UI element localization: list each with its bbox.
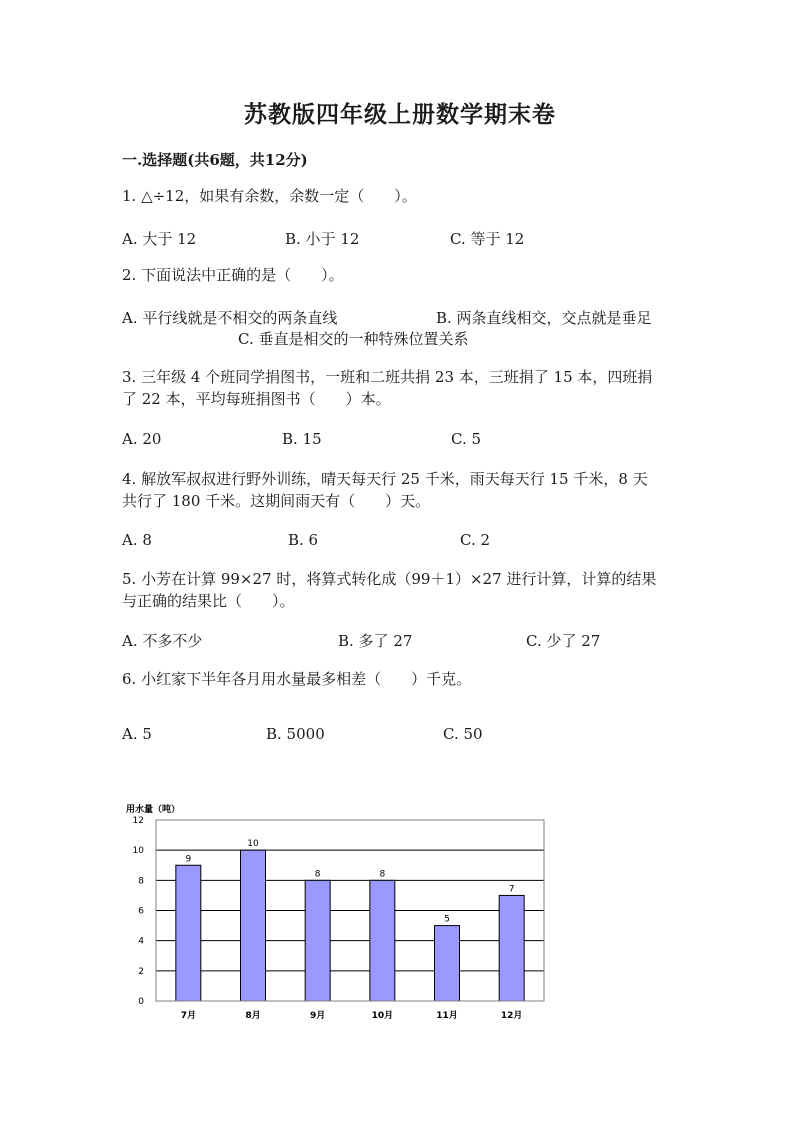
y-tick-label: 4 [138, 936, 144, 947]
x-tick-label: 7月 [180, 1011, 196, 1021]
bar-data-label: 5 [444, 914, 450, 925]
chart-grid [156, 850, 544, 971]
q3-option-b: B. 15 [282, 430, 322, 448]
question-5 [122, 568, 682, 612]
question-4-line-2: 共行了 180 千米。这期间雨天有（ ）天。 [122, 492, 431, 510]
bar [241, 850, 266, 1001]
bar-data-label: 10 [247, 839, 259, 850]
question-4 [122, 468, 682, 512]
x-tick-label: 11月 [436, 1011, 458, 1021]
section-heading: 一.选择题(共6题，共12分) [122, 151, 308, 169]
q2-option-b: B. 两条直线相交，交点就是垂足 [436, 309, 652, 327]
question-1: 1. △÷12，如果有余数，余数一定（ ）。 [122, 187, 417, 205]
q4-option-c: C. 2 [460, 531, 491, 549]
q5-option-c: C. 少了 27 [526, 632, 601, 650]
bar [305, 880, 330, 1001]
q6-option-a: A. 5 [122, 725, 152, 743]
page-title: 苏教版四年级上册数学期末卷 [244, 101, 556, 128]
x-tick-label: 10月 [371, 1011, 394, 1021]
question-4-line-1: 4. 解放军叔叔进行野外训练，晴天每天行 25 千米，雨天每天行 15 千米，8 天 [122, 470, 648, 488]
q4-option-b: B. 6 [288, 531, 319, 549]
q1-option-b: B. 小于 12 [285, 230, 360, 248]
y-tick-label: 8 [138, 876, 144, 887]
q2-option-c: C. 垂直是相交的一种特殊位置关系 [238, 330, 469, 348]
y-tick-label: 10 [132, 846, 144, 857]
bar [499, 895, 524, 1001]
question-6: 6. 小红家下半年各月用水量最多相差（ ）千克。 [122, 670, 472, 688]
bar-data-label: 7 [508, 884, 515, 895]
water-usage-bar-chart [120, 800, 560, 1030]
chart-y-ticks [133, 816, 145, 1007]
y-tick-label: 0 [138, 997, 144, 1007]
x-tick-label: 9月 [310, 1011, 326, 1021]
q6-option-b: B. 5000 [266, 725, 325, 743]
q5-option-a: A. 不多不少 [122, 632, 203, 650]
question-3-line-2: 了 22 本，平均每班捐图书（ ）本。 [122, 390, 391, 408]
y-tick-label: 12 [132, 816, 144, 826]
bar [435, 926, 460, 1001]
q1-option-c: C. 等于 12 [450, 230, 525, 248]
question-3 [122, 366, 682, 410]
bar-data-label: 9 [185, 854, 192, 865]
bar-data-label: 8 [379, 869, 386, 880]
question-3-line-1: 3. 三年级 4 个班同学捐图书，一班和二班共捐 23 本，三班捐了 15 本，四班捐 [122, 368, 653, 386]
x-tick-label: 12月 [500, 1011, 523, 1021]
question-5-line-2: 与正确的结果比（ ）。 [122, 592, 295, 610]
bar [176, 865, 201, 1001]
q5-option-b: B. 多了 27 [338, 632, 413, 650]
q1-option-a: A. 大于 12 [122, 230, 197, 248]
question-2: 2. 下面说法中正确的是（ ）。 [122, 266, 344, 284]
chart-bars [176, 839, 524, 1001]
q4-option-a: A. 8 [122, 531, 152, 549]
q3-option-c: C. 5 [451, 430, 482, 448]
chart-y-axis-label: 用水量（吨） [126, 805, 181, 815]
chart-x-ticks [181, 1010, 523, 1021]
bar-data-label: 8 [314, 869, 321, 880]
y-tick-label: 2 [138, 966, 144, 977]
q3-option-a: A. 20 [122, 430, 162, 448]
q2-option-a: A. 平行线就是不相交的两条直线 [122, 309, 338, 327]
question-5-line-1: 5. 小芳在计算 99×27 时，将算式转化成（99＋1）×27 进行计算，计算的结果 [122, 570, 657, 588]
bar [370, 880, 395, 1001]
x-tick-label: 8月 [245, 1011, 261, 1021]
y-tick-label: 6 [138, 906, 144, 917]
q6-option-c: C. 50 [443, 725, 483, 743]
